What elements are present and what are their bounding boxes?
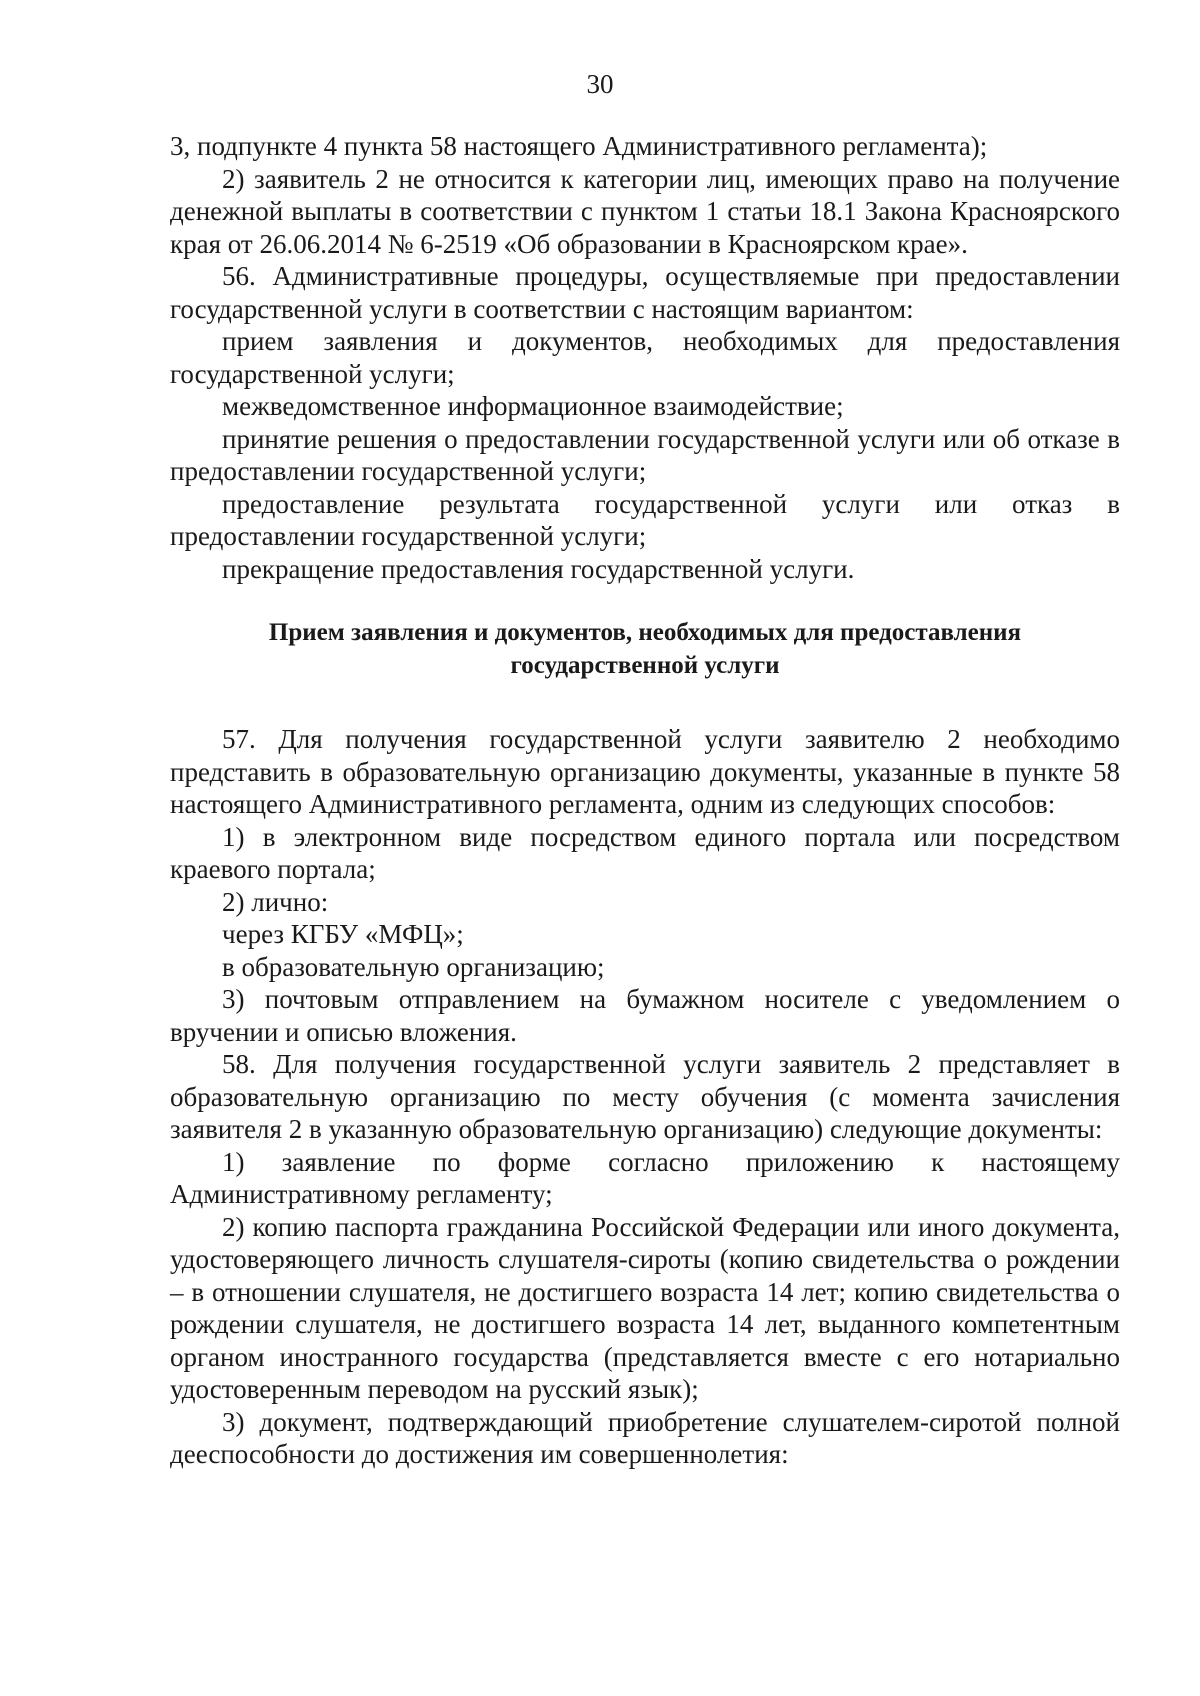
section-heading-line-2: государственной услуги	[510, 651, 780, 679]
paragraphs-bottom	[170, 723, 1120, 1471]
paragraph: 56. Административные процедуры, осуществляемые при предоставлении государственной услуги в соответствии с настоящим вариантом:	[170, 261, 1120, 324]
paragraph: через КГБУ «МФЦ»;	[222, 919, 464, 949]
paragraph: 2) копию паспорта гражданина Российской Федерации или иного документа, удостоверяющего личность слушателя-сироты (копию свидетельства о рождении – в отношении слушателя, не достигшего возраста 14 лет; копию свидетельства о рождении слушателя, не достигшего возраста 14 лет, выданного компетентным органом иностранного государства (представляется вместе с его нотариально удостоверенным переводом на русский язык);	[170, 1211, 1120, 1404]
paragraph: прекращение предоставления государственной услуги.	[222, 553, 855, 584]
paragraph: 58. Для получения государственной услуги заявитель 2 представляет в образовательную организацию по месту обучения (с момента зачисления заявителя 2 в указанную образовательную организацию) следующие документы:	[170, 1049, 1120, 1144]
paragraph: 57. Для получения государственной услуги заявителю 2 необходимо представить в образовательную организацию документы, указанные в пункте 58 настоящего Административного регламента, одним из следующих способов:	[170, 724, 1120, 819]
paragraph: 1) заявление по форме согласно приложению к настоящему Административному регламенту;	[170, 1146, 1120, 1209]
paragraph: в образовательную организацию;	[222, 951, 605, 982]
paragraph: принятие решения о предоставлении государственной услуги или об отказе в предоставлении государственной услуги;	[170, 423, 1120, 486]
document-body	[170, 130, 1120, 1471]
paragraph: 3) почтовым отправлением на бумажном носителе с уведомлением о вручении и описью вложения.	[170, 984, 1120, 1047]
paragraph: межведомственное информационное взаимодействие;	[222, 391, 844, 421]
section-heading-line-1: Прием заявления и документов, необходимых для предоставления	[268, 619, 1022, 646]
paragraph: 3) документ, подтверждающий приобретение слушателем-сиротой полной дееспособности до достижения им совершеннолетия:	[170, 1406, 1120, 1469]
paragraph: 3, подпункте 4 пункта 58 настоящего Административного регламента);	[170, 131, 988, 161]
paragraph: 2) заявитель 2 не относится к категории лиц, имеющих право на получение денежной выплаты в соответствии с пунктом 1 статьи 18.1 Закона Красноярского края от 26.06.2014 № 6-2519 «Об образовании в Красноярском крае».	[170, 163, 1120, 259]
section-heading	[170, 617, 1120, 682]
paragraph: предоставление результата государственной услуги или отказ в предоставлении государственной услуги;	[170, 488, 1120, 551]
paragraph: 1) в электронном виде посредством единого портала или посредством краевого портала;	[170, 821, 1120, 884]
paragraph: 2) лично:	[222, 886, 329, 917]
paragraph: прием заявления и документов, необходимых для предоставления государственной услуги;	[170, 326, 1120, 389]
paragraphs-top	[170, 130, 1120, 585]
page-number: 30	[586, 69, 614, 99]
